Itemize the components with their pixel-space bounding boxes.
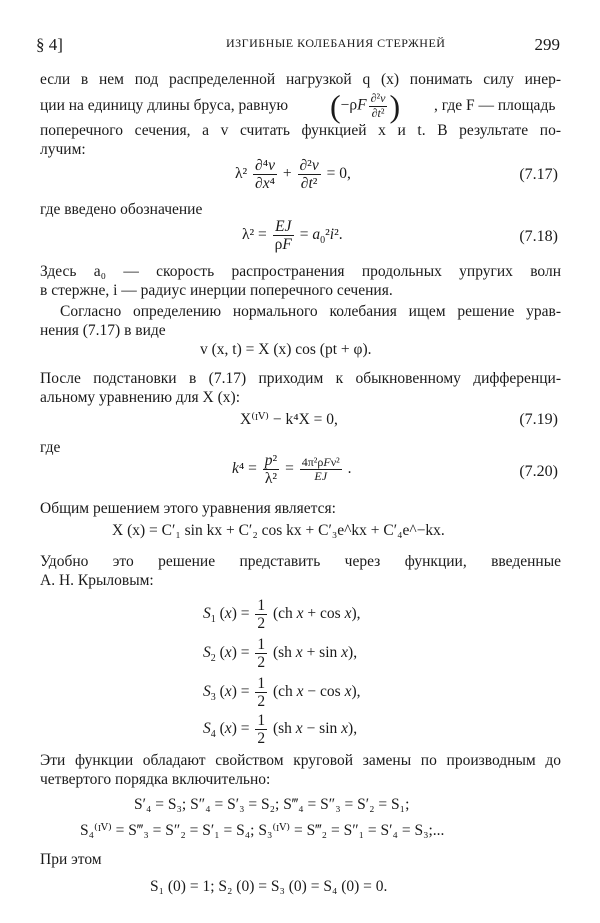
equation-number: (7.17) [519, 166, 558, 183]
equation-7-18: λ² = $\frac{EJ}{\rho F}$ = $a_0^2i^2$. [242, 218, 343, 254]
equation-s2: $S_2$ (x) = $\frac{1}{2}$ (sh x + sin x), [203, 636, 358, 672]
text-line: альному уравнению для X (x): [40, 389, 240, 407]
equation-number: (7.18) [519, 228, 558, 245]
text-line: поперечного сечения, а v считать функцией x и t. В результате по- [40, 122, 561, 139]
paragraph-10 [40, 850, 561, 869]
equation-number: (7.20) [519, 463, 558, 480]
text-line: А. Н. Крыловым: [40, 572, 154, 590]
equation-s3: $S_3$ (x) = $\frac{1}{2}$ (ch x − cos x), [203, 675, 361, 711]
text-line: четвертого порядка включительно: [40, 771, 271, 789]
equation-7-20: k⁴ = $\frac{\text{p²}}{\text{λ²}}$ = $\frac{\text{4π²ρFν²}}{EJ}$ . [232, 452, 352, 488]
paragraph-2 [40, 200, 561, 219]
text-line: где введено обозначение [40, 201, 203, 218]
page-number: 299 [534, 35, 560, 54]
text-line: в стержне, i — радиус инерции поперечного сечения. [40, 282, 393, 300]
equation-general-solution: X (x) = C′₁ sin kx + C′₂ cos kx + C′₃e^kx + C′₄e^−kx. [112, 522, 445, 539]
equation-7-17: λ² $\frac{\text{∂⁴v}}{\text{∂x⁴}}$ + $\frac{\text{∂²v}}{\text{∂t²}}$ = 0, [235, 157, 351, 193]
paragraph-7 [40, 499, 561, 518]
text-line: Удобно это решение представить через функции, введенные [40, 553, 561, 570]
equation-s4: $S_4$ (x) = $\frac{1}{2}$ (sh x − sin x), [203, 712, 358, 748]
equation-derivatives-2: S₄⁽ᴵⱽ⁾ = S‴₃ = S″₂ = S′₁ = S₄; S₃⁽ᴵⱽ⁾ = S‴₂ = S″₁ = S′₄ = S₃;... [80, 822, 445, 839]
text-line: лучим: [40, 141, 86, 159]
paragraph-4 [40, 302, 561, 341]
text-line: После подстановки в (7.17) приходим к обыкновенному дифференци- [40, 370, 561, 387]
inertia-force-expression: (−ρF $\frac{\text{∂²v}}{\text{∂t²}}$ ) [330, 88, 401, 124]
text-line: нения (7.17) в виде [40, 322, 166, 340]
equation-7-19: X⁽ᴵⱽ⁾ − k⁴X = 0, [240, 411, 338, 428]
running-title: ИЗГИБНЫЕ КОЛЕБАНИЯ СТЕРЖНЕЙ [226, 36, 446, 50]
paragraph-9 [40, 751, 561, 790]
section-marker: § 4] [36, 35, 63, 54]
equation-v: v (x, t) = X (x) cos (pt + φ). [200, 341, 372, 358]
text-line: ции на единицу длины бруса, равную [40, 97, 289, 114]
equation-number: (7.19) [519, 411, 558, 428]
paragraph-3 [40, 262, 561, 301]
text-line: Эти функции обладают свойством круговой замены по производным до [40, 752, 561, 769]
equation-derivatives-1: S′₄ = S₃; S″₄ = S′₃ = S₂; S‴₄ = S″₃ = S′₂ = S₁; [134, 796, 410, 813]
text-line: При этом [40, 851, 102, 868]
text-line: , где F — площадь [434, 97, 556, 114]
paragraph-8 [40, 552, 561, 591]
paragraph-5 [40, 369, 561, 408]
paragraph-1 [40, 70, 561, 89]
text-line: Согласно определению нормального колебания ищем решение урав- [60, 303, 561, 320]
text-line: если в нем под распределенной нагрузкой q (x) понимать силу инер- [40, 71, 561, 88]
equation-s1: $S_1$ (x) = $\frac{1}{2}$ (ch x + cos x), [203, 597, 361, 633]
text-line: Общим решением этого уравнения является: [40, 500, 336, 517]
paragraph-1-line-3 [40, 121, 561, 160]
text-line: Здесь a₀ — скорость распространения продольных упругих волн [40, 263, 561, 280]
page-header [36, 34, 560, 56]
text-line: где [40, 439, 61, 456]
equation-initial-values: S₁ (0) = 1; S₂ (0) = S₃ (0) = S₄ (0) = 0. [150, 878, 388, 895]
